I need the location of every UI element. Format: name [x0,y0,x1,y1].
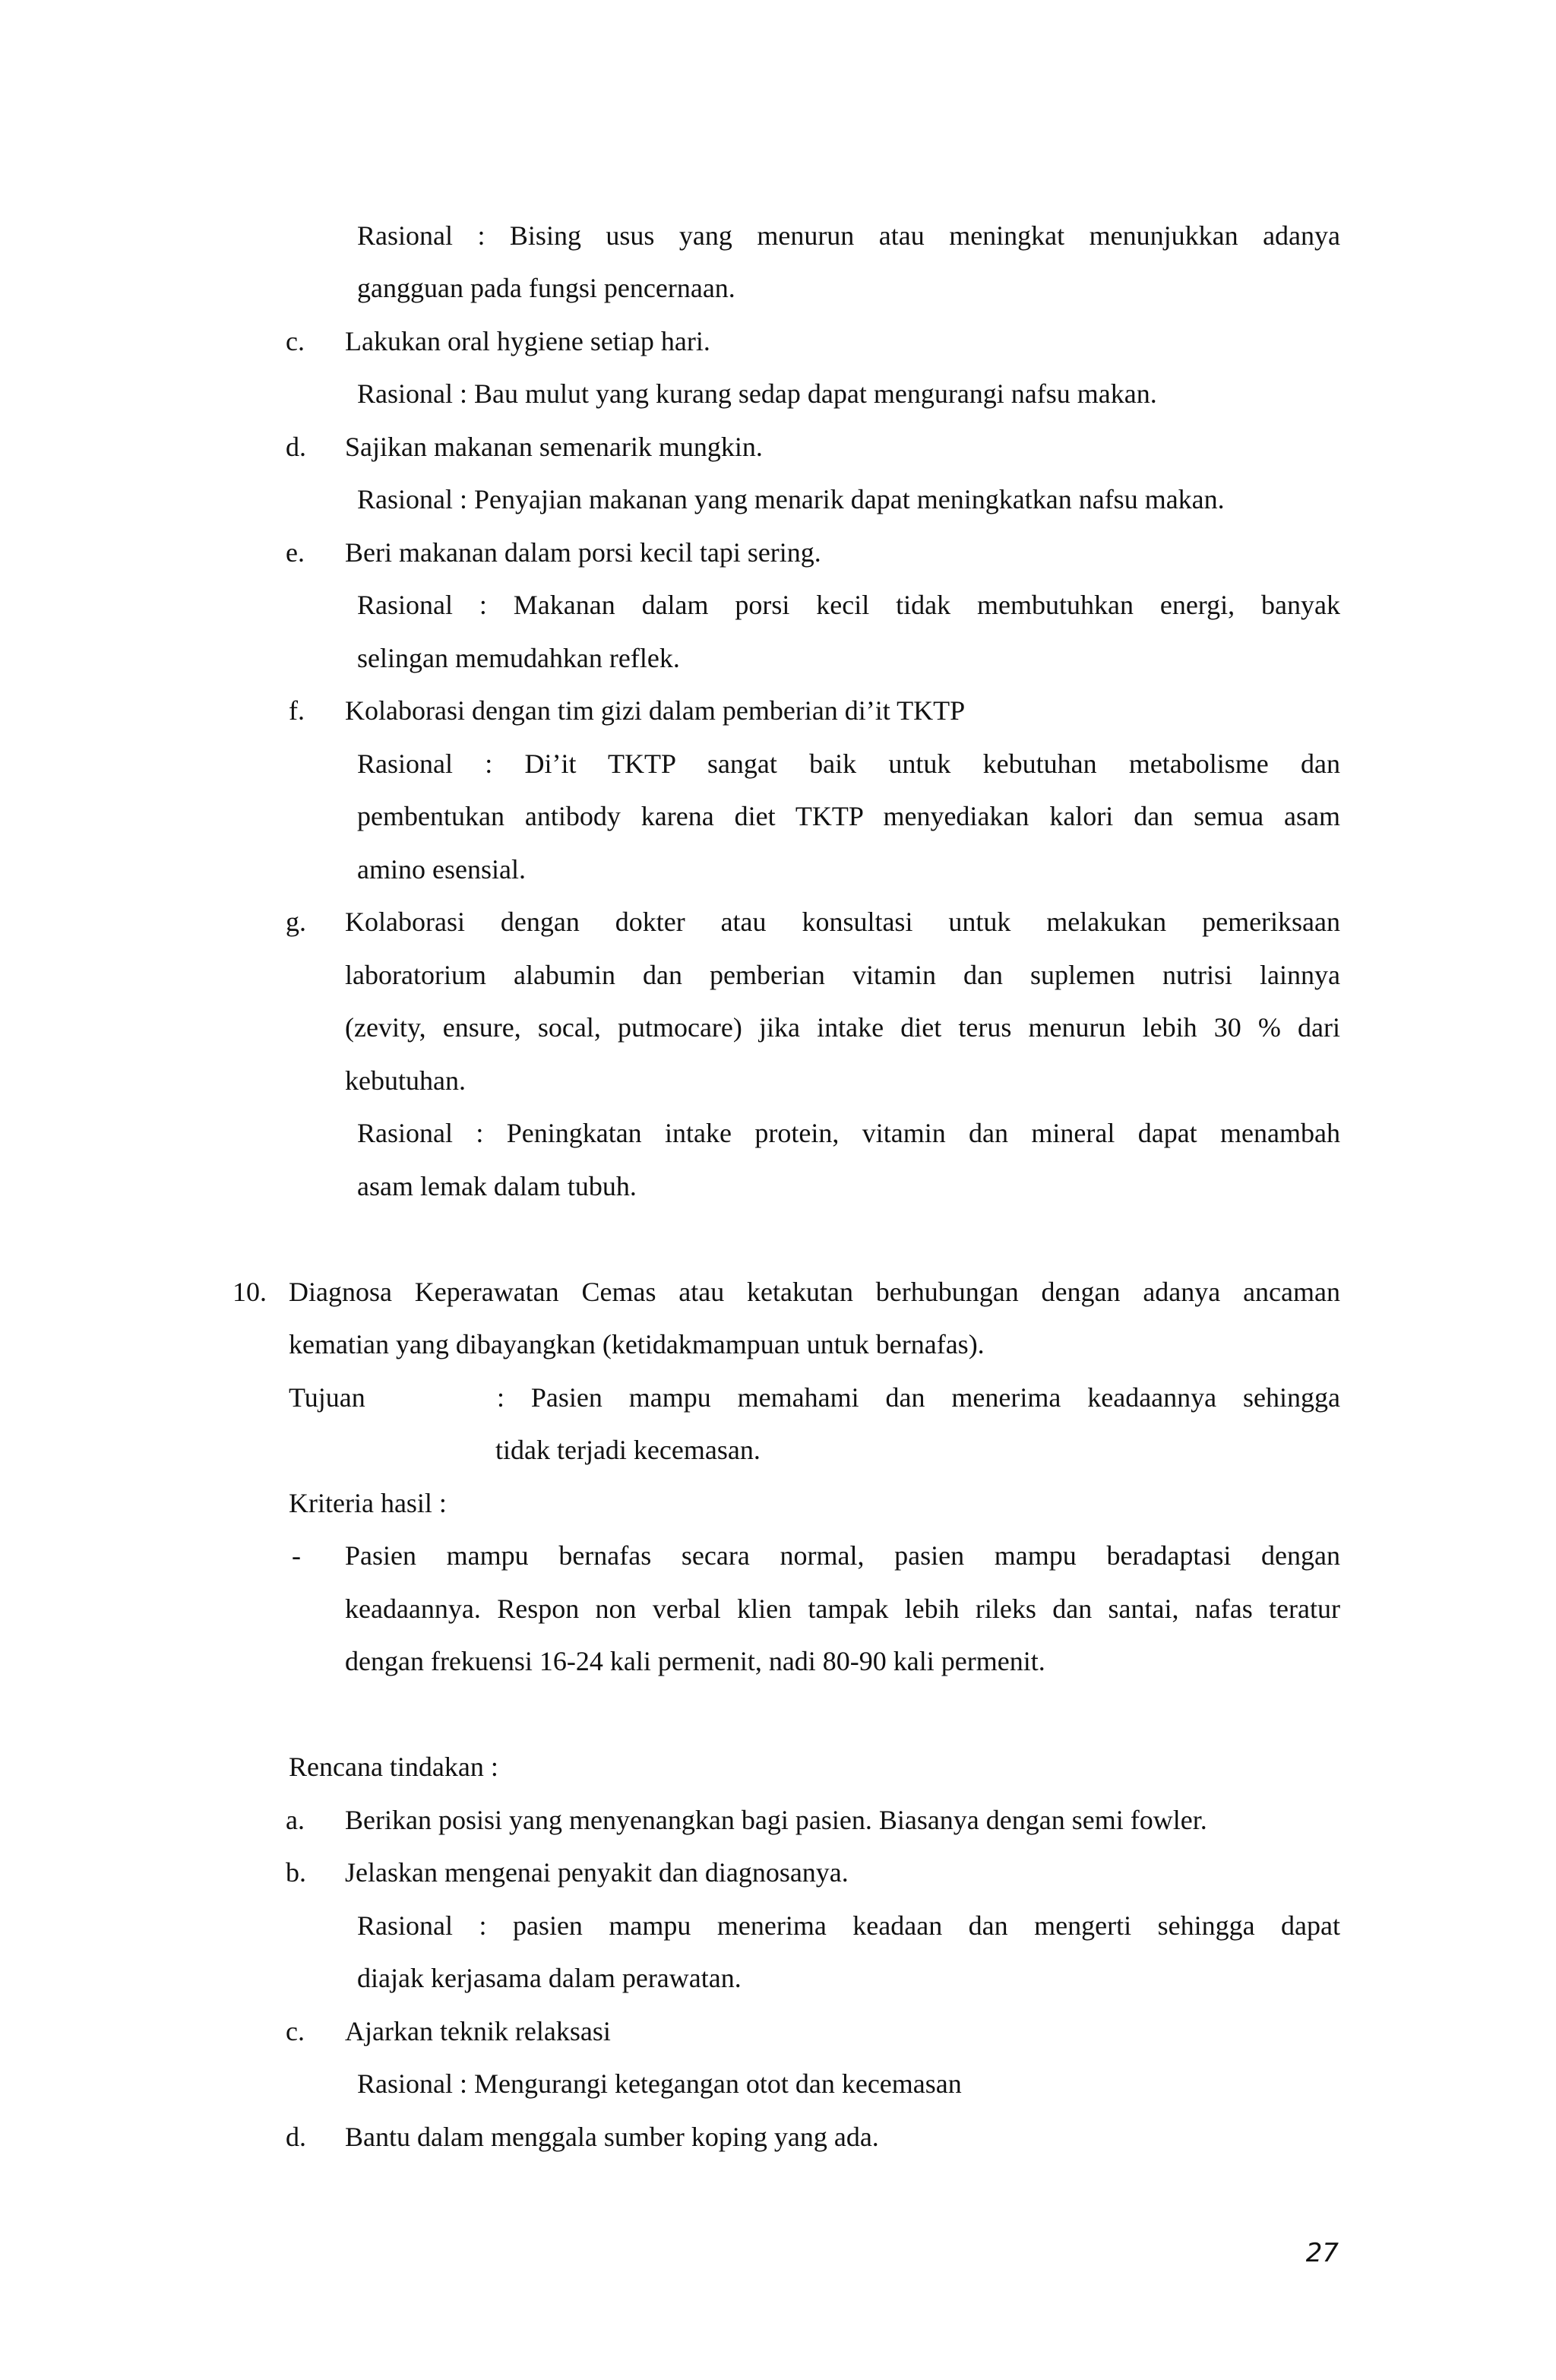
list-item-text: Jelaskan mengenai penyakit dan diagnosanya. [345,1857,849,1888]
rationale-line: amino esensial. [357,854,526,885]
rationale-line: Rasional : Mengurangi ketegangan otot dan kecemasan [357,2068,962,2099]
goal-label: Tujuan [289,1382,365,1413]
rationale-line: Rasional : Penyajian makanan yang menarik dapat meningkatkan nafsu makan. [357,484,1225,514]
list-item-text: Lakukan oral hygiene setiap hari. [345,326,710,356]
diagnosis-text: Diagnosa Keperawatan Cemas atau ketakutan berhubungan dengan adanya ancaman [289,1277,1340,1307]
list-item-text: kebutuhan. [345,1065,466,1096]
list-marker: f. [289,695,305,726]
list-marker: b. [286,1857,306,1888]
rationale-line: Rasional : Bau mulut yang kurang sedap dapat mengurangi nafsu makan. [357,378,1157,409]
list-item-text: Kolaborasi dengan tim gizi dalam pemberian di’it TKTP [345,695,966,726]
bullet-dash: - [292,1540,301,1571]
list-marker: e. [286,537,305,568]
goal-text: tidak terjadi kecemasan. [495,1435,761,1465]
list-marker: c. [286,326,305,356]
list-item-text: Kolaborasi dengan dokter atau konsultasi untuk melakukan pemeriksaan [345,907,1340,937]
list-item-text: Sajikan makanan semenarik mungkin. [345,432,763,462]
goal-text: : Pasien mampu memahami dan menerima keadaannya sehingga [497,1382,1340,1413]
rationale-line: Rasional : Peningkatan intake protein, vitamin dan mineral dapat menambah [357,1118,1340,1148]
rationale-line: Rasional : Makanan dalam porsi kecil tidak membutuhkan energi, banyak [357,590,1340,620]
rationale-line: Rasional : Di’it TKTP sangat baik untuk kebutuhan metabolisme dan [357,748,1340,779]
rationale-line: Rasional : pasien mampu menerima keadaan dan mengerti sehingga dapat [357,1910,1340,1941]
rationale-line: Rasional : Bising usus yang menurun atau meningkat menunjukkan adanya [357,220,1340,251]
section-number: 10. [232,1277,267,1307]
rationale-line: pembentukan antibody karena diet TKTP menyediakan kalori dan semua asam [357,801,1340,831]
criteria-label: Kriteria hasil : [289,1488,447,1518]
list-item-text: Ajarkan teknik relaksasi [345,2016,611,2046]
list-marker: d. [286,2122,306,2152]
list-marker: d. [286,432,306,462]
list-marker: c. [286,2016,305,2046]
rationale-line: gangguan pada fungsi pencernaan. [357,273,735,303]
diagnosis-text: kematian yang dibayangkan (ketidakmampuan untuk bernafas). [289,1329,985,1359]
list-item-text: laboratorium alabumin dan pemberian vitamin dan suplemen nutrisi lainnya [345,960,1340,990]
plan-heading: Rencana tindakan : [289,1752,498,1782]
rationale-line: diajak kerjasama dalam perawatan. [357,1963,742,1993]
rationale-line: selingan memudahkan reflek. [357,643,680,673]
list-marker: g. [286,907,306,937]
list-item-text: Beri makanan dalam porsi kecil tapi sering. [345,537,821,568]
criteria-text: keadaannya. Respon non verbal klien tampak lebih rileks dan santai, nafas teratur [345,1594,1340,1624]
criteria-text: dengan frekuensi 16-24 kali permenit, nadi 80-90 kali permenit. [345,1646,1045,1676]
list-item-text: (zevity, ensure, socal, putmocare) jika intake diet terus menurun lebih 30 % dari [345,1012,1340,1043]
list-marker: a. [286,1805,305,1835]
list-item-text: Bantu dalam menggala sumber koping yang ada. [345,2122,879,2152]
list-item-text: Berikan posisi yang menyenangkan bagi pasien. Biasanya dengan semi fowler. [345,1805,1207,1835]
rationale-line: asam lemak dalam tubuh. [357,1171,637,1201]
criteria-text: Pasien mampu bernafas secara normal, pasien mampu beradaptasi dengan [345,1540,1340,1571]
page-number: 27 [1305,2238,1339,2268]
